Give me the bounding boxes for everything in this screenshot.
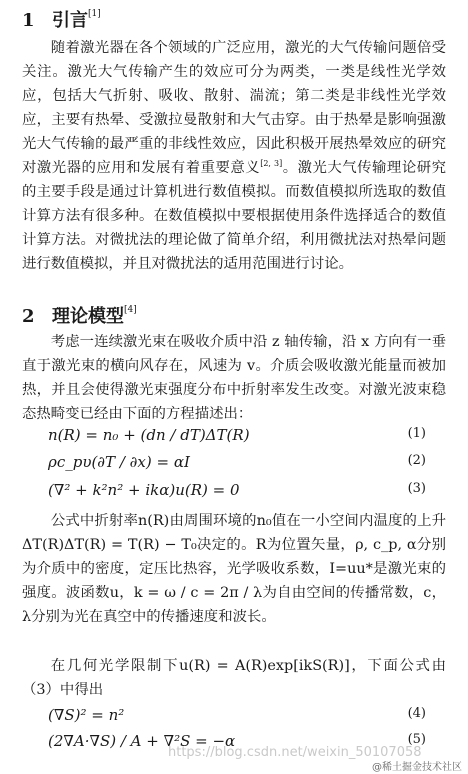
section-2-heading [22, 302, 137, 328]
explanation-paragraph: 公式中折射率n(R)由周围环境的n₀值在一小空间内温度的上升ΔT(R)ΔT(R) = T(R) − T₀决定的。R为位置矢量，ρ, c_p, α分别为介质中的密度，定压比热容，光学吸收系数，I=uu*是激光束的强度。波函数u，k = ω / c = 2π / λ为自由空间的传播常数，c，λ分别为光在真空中的传播速度和波长。 [22, 513, 446, 625]
equation-5-number: (5) [407, 732, 426, 747]
equation-5-formula: (2∇A·∇S) / A + ∇²S = −α [48, 732, 236, 750]
section-1-ref: [1] [88, 9, 101, 19]
section-1-text-tail: 。激光大气传输理论研究的主要手段是通过计算机进行数值模拟。而数值模拟所选取的数值计算方法有很多种。在数值模拟中要根据使用条件选择适合的数值计算方法。对微扰法的理论做了简单介绍，利用微扰法对热晕问题进行数值模拟，并且对微扰法的适用范围进行讨论。 [22, 160, 446, 272]
equation-2 [48, 453, 426, 471]
section-1-paragraph [22, 36, 446, 276]
equation-3 [48, 481, 426, 499]
equation-2-number: (2) [407, 453, 426, 468]
equation-1-formula: n(R) = n₀ + (dn / dT)ΔT(R) [48, 426, 250, 444]
watermark-url: https://blog.csdn.net/weixin_50107058 [168, 745, 422, 760]
section-1-text: 随着激光器在各个领域的广泛应用，激光的大气传输问题倍受关注。激光大气传输产生的效应可分为两类，一类是线性光学效应，包括大气折射、吸收、散射、湍流；第二类是非线性光学效应，主要有热晕、受激拉曼散射和大气击穿。由于热晕是影响强激光大气传输的最严重的非线性效应，因此积极开展热晕效应的研究对激光器的应用和发展有着重要意义 [22, 40, 446, 176]
section-2-title: 理论模型 [52, 306, 124, 327]
equation-4-number: (4) [407, 706, 426, 721]
geometric-optics-paragraph: 在几何光学限制下u(R) = A(R)exp[ikS(R)]，下面公式由（3）中得出 [22, 658, 446, 698]
equation-1-number: (1) [407, 426, 426, 441]
equation-3-formula: (∇² + k²n² + ikα)u(R) = 0 [48, 481, 240, 499]
citation-2-3: [2, 3] [260, 159, 283, 169]
equation-4-formula: (∇S)² = n² [48, 706, 125, 724]
section-1-heading [22, 6, 101, 32]
section-2-ref: [4] [124, 305, 137, 315]
section-2-number: 2 [22, 306, 35, 327]
section-1-number: 1 [22, 10, 35, 31]
section-2-paragraph: 考虑一连续激光束在吸收介质中沿 z 轴传输，沿 x 方向有一垂直于激光束的横向风存在，风速为 v。介质会吸收激光能量而被加热，并且会使得激光束强度分布中折射率发生改变。对激光波束稳态热畸变已经由下面的方程描述出： [22, 334, 446, 422]
equation-2-formula: ρc_pυ(∂T / ∂x) = αI [48, 453, 190, 471]
section-1-title: 引言 [52, 10, 88, 31]
equation-4 [48, 706, 426, 724]
equation-1 [48, 426, 426, 444]
equation-3-number: (3) [407, 481, 426, 496]
watermark-brand: @稀土掘金技术社区 [372, 762, 462, 773]
